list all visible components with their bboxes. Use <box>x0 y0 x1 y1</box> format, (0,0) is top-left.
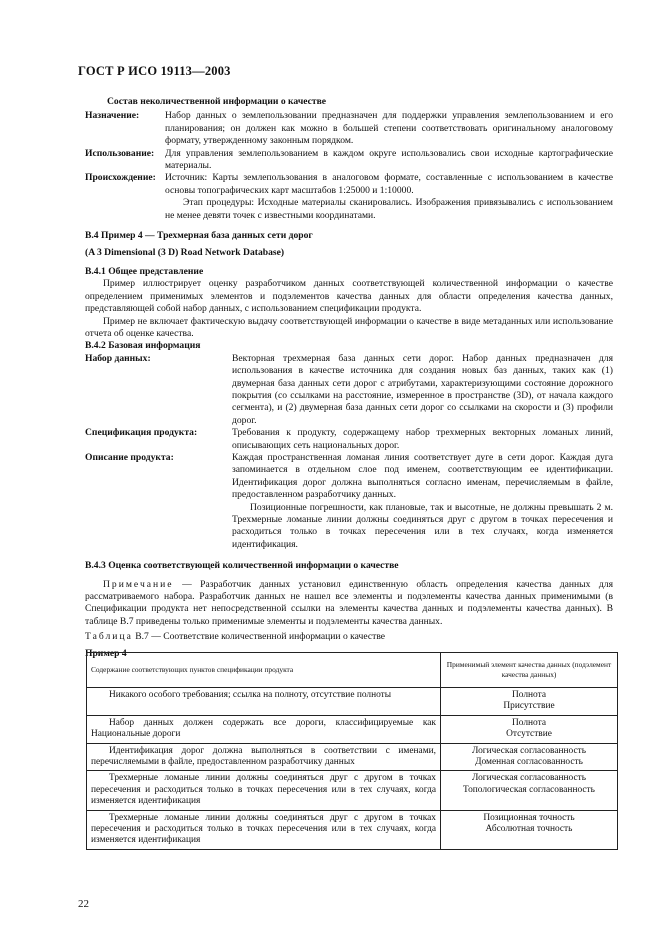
quality-table <box>86 652 618 850</box>
table-row <box>87 771 618 810</box>
lineage-row <box>85 172 613 222</box>
dataset-row <box>85 353 613 427</box>
spec-term: Спецификация продукта: <box>85 427 198 439</box>
desc-term: Описание продукта: <box>85 451 174 463</box>
table-row <box>87 715 618 743</box>
row-element: Логическая согласованность <box>471 745 587 756</box>
dataset-text: Векторная трехмерная база данных сети дорог. Набор данных предназначен для использования в качестве источника для создания новых баз данных, таких как (1) двумерная база данных сети дорог с атрибутами, характеризующими состояние дорожного покрытия (со ссылками на расстояние, измеренное в пространстве (3D), от начала каждого сегмента), и (2) двумерная база данных сети дорог со ссылками на скорости и (3) профили дорог. <box>232 352 613 426</box>
note-text: — Разработчик данных установил единственную область определения качества данных для рассматриваемого набора. Разработчик данных не нашел все элементы и подэлементы качества данных применимыми (в Спецификации продукта нет непосредственной ссылки на элементы качества данных и подэлементы качества данных). В таблице В.7 приведены только применимые элементы и подэлементы качества данных. <box>85 578 613 627</box>
row-subelement: Топологическая согласованность <box>463 784 595 795</box>
purpose-term: Назначение: <box>85 110 140 122</box>
page-number: 22 <box>78 898 89 910</box>
usage-row <box>85 148 613 173</box>
table-row <box>87 688 618 716</box>
row-content: Трехмерные ломаные линии должны соединяться друг с другом в точках пересечения и расходиться только в точках пересечения или в тех случаях, когда изменяется идентификация <box>87 771 441 810</box>
b42-title: В.4.2 Базовая информация <box>85 340 201 352</box>
usage-text: Для управления землепользованием в каждом округе использовались свои исходные картографические материалы. <box>165 147 613 172</box>
b41-title: В.4.1 Общее представление <box>85 265 204 277</box>
row-subelement: Присутствие <box>503 701 555 712</box>
table-title: Пример 4 <box>85 647 127 659</box>
section-title: Состав неколичественной информации о качестве <box>107 96 327 107</box>
lineage-text: Источник: Карты землепользования в аналоговом формате, составленные с использованием в качестве основы топографических карт масштабов 1:25000 и 1:10000. <box>165 172 613 196</box>
spec-row <box>85 427 613 452</box>
b43-title: В.4.3 Оценка соответствующей количественной информации о качестве <box>85 560 399 572</box>
table-caption-text: В.7 — Соответствие количественной информации о качестве <box>132 631 386 643</box>
page-header: ГОСТ Р ИСО 19113—2003 <box>78 64 231 78</box>
b4-title: В.4 Пример 4 — Трехмерная база данных сети дорог <box>85 230 313 242</box>
table-header-row <box>87 653 618 688</box>
table-head-element: Применимый элемент качества данных (подэлемент качества данных) <box>441 653 618 688</box>
row-element: Логическая согласованность <box>471 773 587 784</box>
table-head-content: Содержание соответствующих пунктов спецификации продукта <box>87 653 441 688</box>
row-element: Полнота <box>512 717 546 728</box>
desc-row <box>85 452 613 551</box>
row-content: Набор данных должен содержать все дороги, классифицируемые как Национальные дороги <box>87 715 441 743</box>
purpose-text: Набор данных о землепользовании предназначен для поддержки управления землепользованием и его планирования; он должен как можно в большей степени соответствовать оригинальному аналоговому формату, утвержденному законным порядком. <box>165 110 613 147</box>
usage-term: Использование: <box>85 147 155 159</box>
row-subelement: Доменная согласованность <box>475 757 583 768</box>
b41-paragraph-1: Пример иллюстрирует оценку разработчиком данных соответствующей количественной информации о качестве определением применимых элементов и подэлементов качества данных для области определения качества данных, представляющей собой набор данных, с использованием спецификации продукта. <box>85 278 613 315</box>
row-subelement: Абсолютная точность <box>485 824 573 835</box>
table-caption <box>85 631 613 643</box>
desc-text: Каждая пространственная ломаная линия соответствует дуге в сети дорог. Каждая дуга запоминается в отдельном слое под именем, соответствующим ее идентификации. Идентификация дорог должна выполняться согласно именам, перечисляемым в файле, предоставленном разработчику данных. <box>232 451 613 501</box>
quality-section <box>85 96 613 660</box>
table-caption-label: Таблица <box>85 631 133 643</box>
dataset-term: Набор данных: <box>85 352 151 364</box>
table-row <box>87 743 618 771</box>
note-paragraph <box>85 579 613 629</box>
row-content: Трехмерные ломаные линии должны соединяться друг с другом в точках пересечения и расходиться только в точках пересечения или в тех случаях, когда изменяется идентификация <box>87 810 441 849</box>
row-subelement: Отсутствие <box>506 729 552 740</box>
spec-text: Требования к продукту, содержащему набор трехмерных векторных ломаных линий, описывающих сеть национальных дорог. <box>232 427 613 451</box>
desc-text-2: Позиционные погрешности, как плановые, так и высотные, не должны превышать 2 м. Трехмерные ломаные линии должны соединяться друг с другом в точках пересечения и расходиться только в точках пересечения или в тех случаях, когда изменяется идентификация. <box>232 501 613 550</box>
b41-paragraph-2: Пример не включает фактическую выдачу соответствующей информации о качестве в виде метаданных или использование отчета об оценке качества. <box>85 315 613 339</box>
b4-subtitle: (A 3 Dimensional (3 D) Road Network Database) <box>85 247 285 259</box>
note-label: Примечание <box>103 578 174 590</box>
row-element: Позиционная точность <box>483 812 575 823</box>
purpose-row <box>85 110 613 147</box>
lineage-step: Этап процедуры: Исходные материалы сканировались. Изображения привязывались с использованием не менее девяти точек с известными координатами. <box>165 197 613 221</box>
table-row <box>87 810 618 849</box>
row-content: Идентификация дорог должна выполняться в соответствии с именами, перечисляемыми в файле, предоставленном разработчику данных <box>87 743 441 771</box>
row-content: Никакого особого требования; ссылка на полноту, отсутствие полноты <box>87 688 441 716</box>
row-element: Полнота <box>512 690 546 700</box>
lineage-term: Происхождение: <box>85 172 156 184</box>
